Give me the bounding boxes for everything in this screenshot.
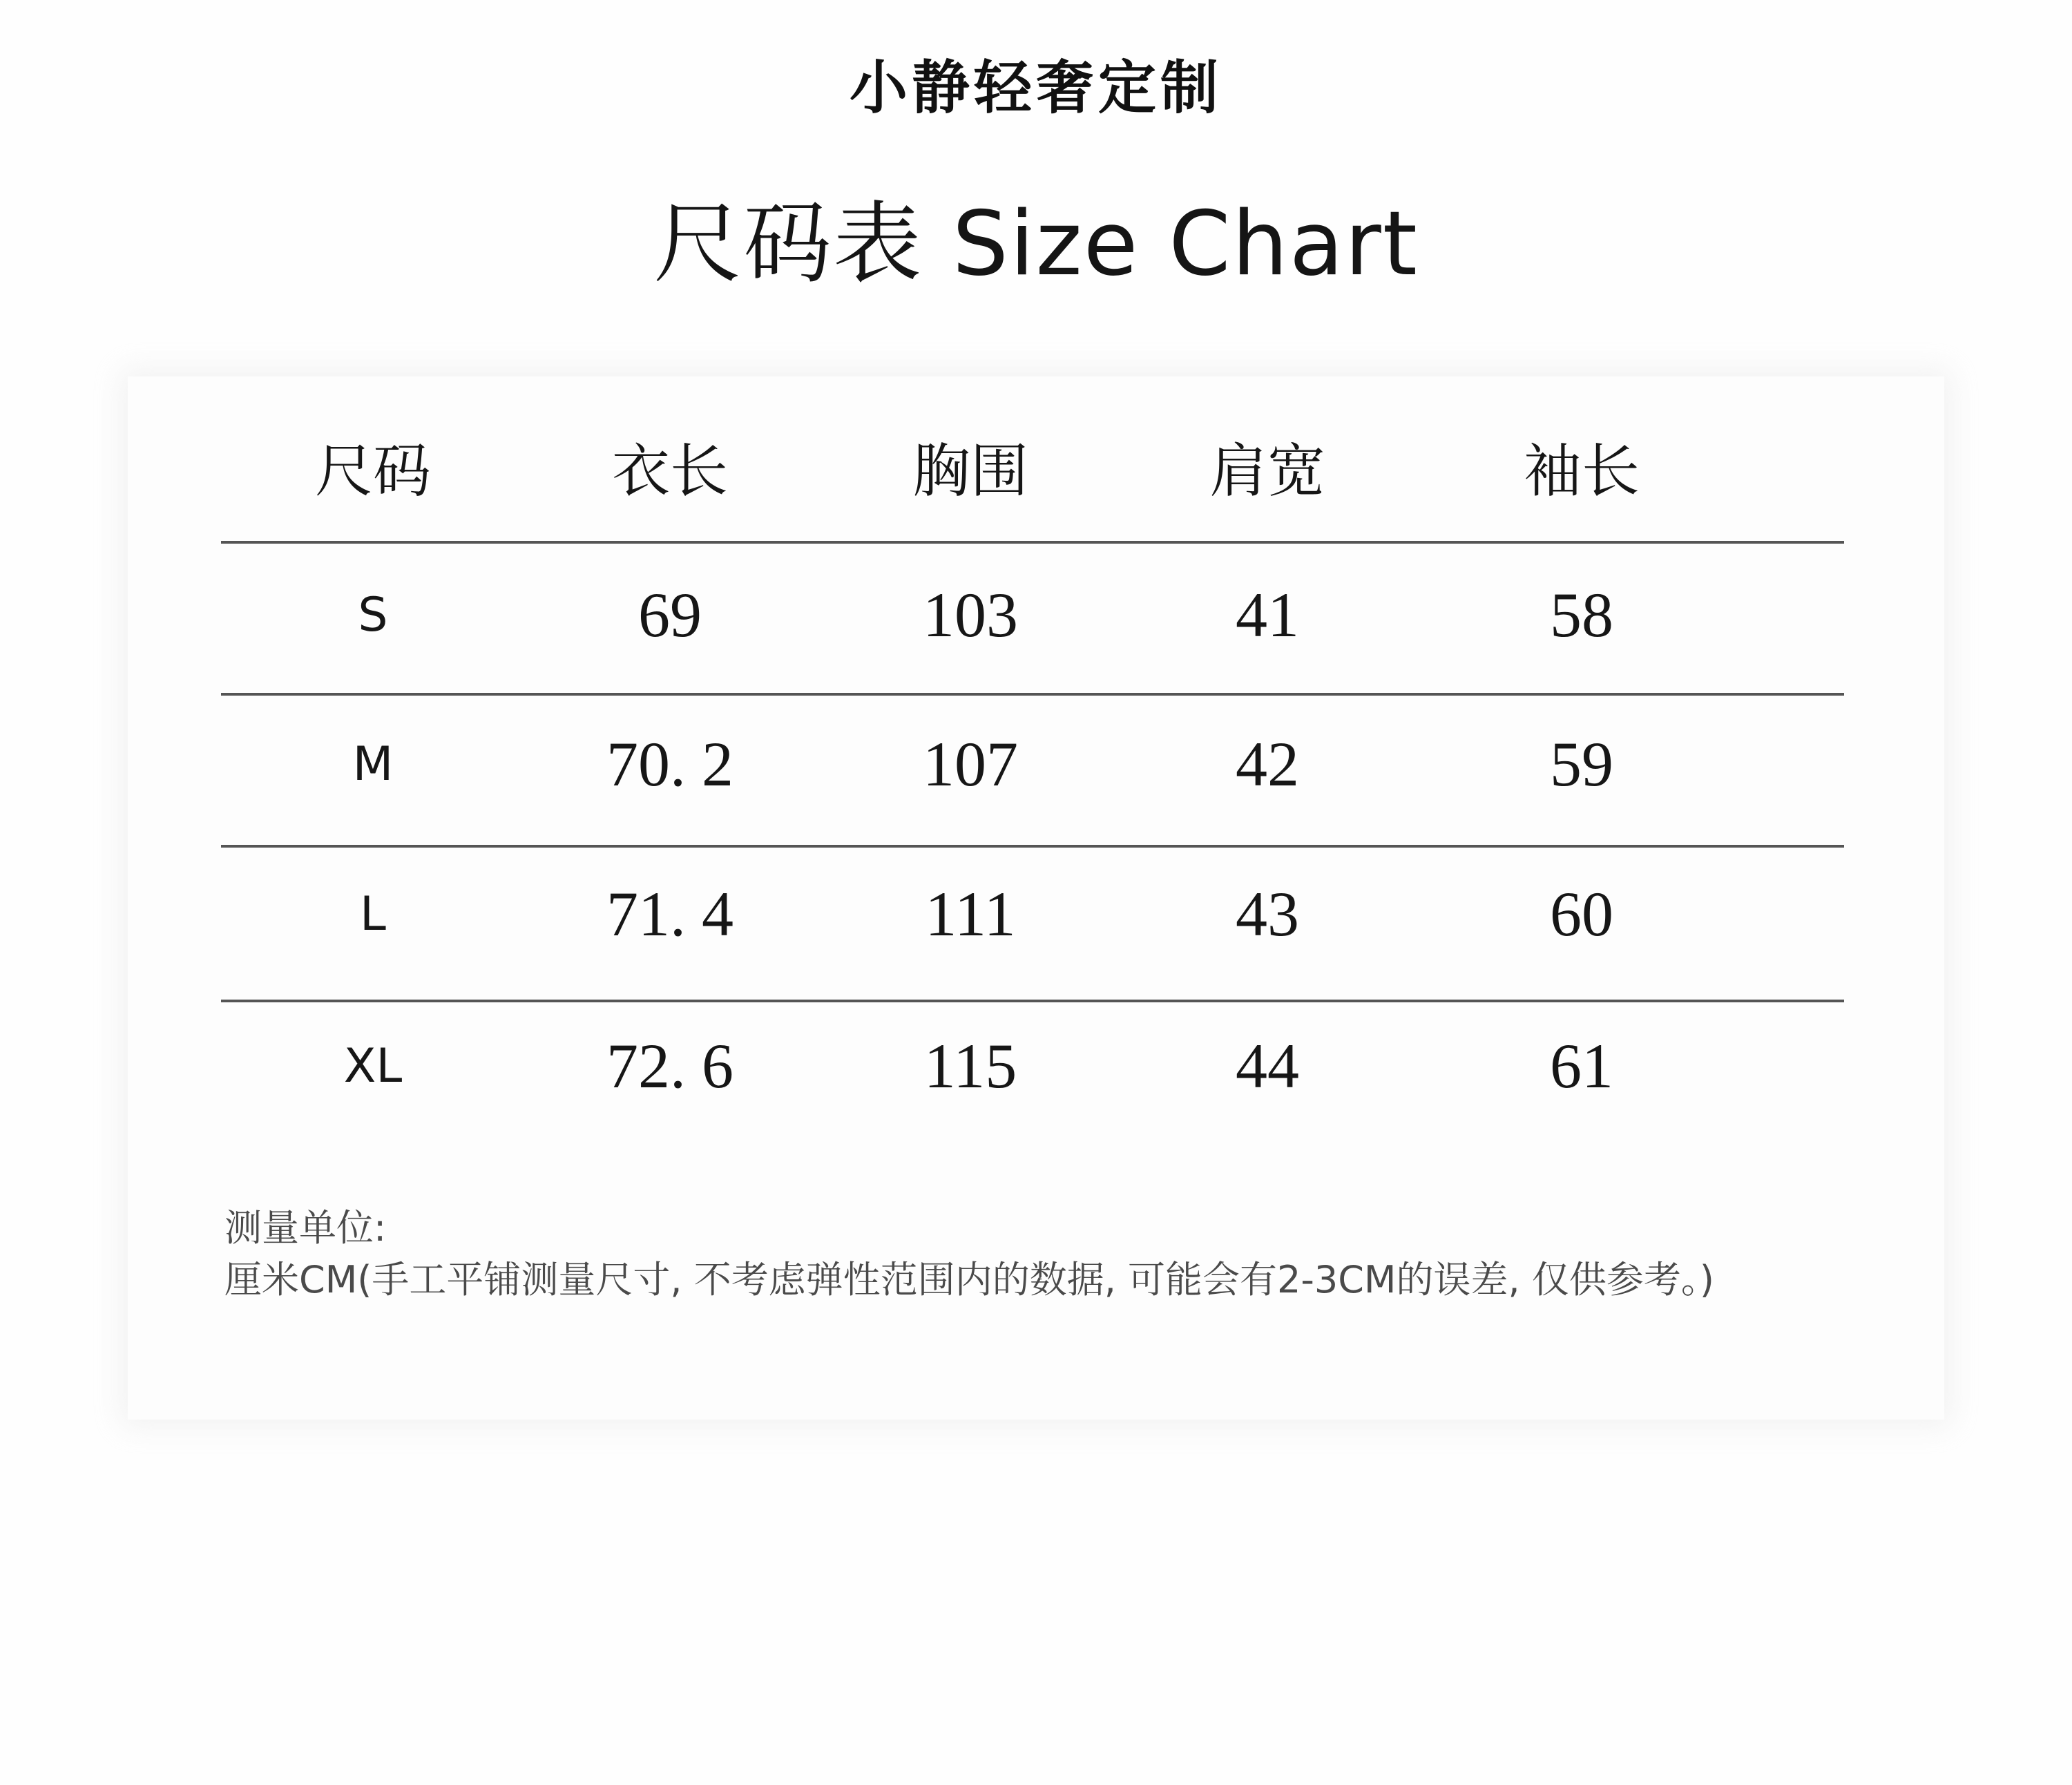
size-label: M (352, 737, 394, 792)
page-title: 尺码表 Size Chart (653, 193, 1419, 296)
size-label: L (360, 887, 386, 942)
table-divider (221, 1000, 1844, 1002)
brand-title: 小静轻奢定制 (849, 53, 1222, 122)
length-value: 70. 2 (606, 729, 733, 799)
unit-detail: 厘米CM(手工平铺测量尺寸, 不考虑弹性范围内的数据, 可能会有2-3CM的误差, 仅供参考。) (224, 1258, 1714, 1301)
header-length: 衣长 (611, 437, 728, 505)
chest-value: 115 (923, 1031, 1017, 1101)
table-divider (221, 845, 1844, 848)
size-table-card (128, 376, 1944, 1420)
length-value: 72. 6 (606, 1031, 733, 1101)
sleeve-value: 60 (1550, 879, 1613, 949)
shoulder-value: 43 (1236, 879, 1299, 949)
table-divider (221, 541, 1844, 544)
sleeve-value: 58 (1550, 580, 1613, 650)
size-label: XL (343, 1039, 403, 1094)
sleeve-value: 61 (1550, 1031, 1613, 1101)
unit-label: 测量单位: (224, 1206, 387, 1250)
table-row (221, 877, 1844, 960)
chest-value: 103 (923, 580, 1018, 650)
sleeve-value: 59 (1550, 729, 1613, 799)
shoulder-value: 41 (1236, 580, 1299, 650)
table-row (221, 1029, 1844, 1112)
header-shoulder: 肩宽 (1209, 437, 1325, 505)
length-value: 69 (638, 580, 702, 650)
table-divider (221, 693, 1844, 696)
size-label: S (358, 588, 388, 642)
shoulder-value: 44 (1236, 1031, 1299, 1101)
table-row (221, 727, 1844, 810)
header-sleeve: 袖长 (1523, 437, 1640, 505)
chest-value: 107 (923, 729, 1018, 799)
table-header-row (221, 425, 1844, 508)
chest-value: 111 (925, 879, 1016, 949)
table-row (221, 578, 1844, 661)
header-size: 尺码 (314, 437, 431, 505)
header-chest: 胸围 (912, 437, 1028, 505)
length-value: 71. 4 (606, 879, 733, 949)
shoulder-value: 42 (1236, 729, 1299, 799)
